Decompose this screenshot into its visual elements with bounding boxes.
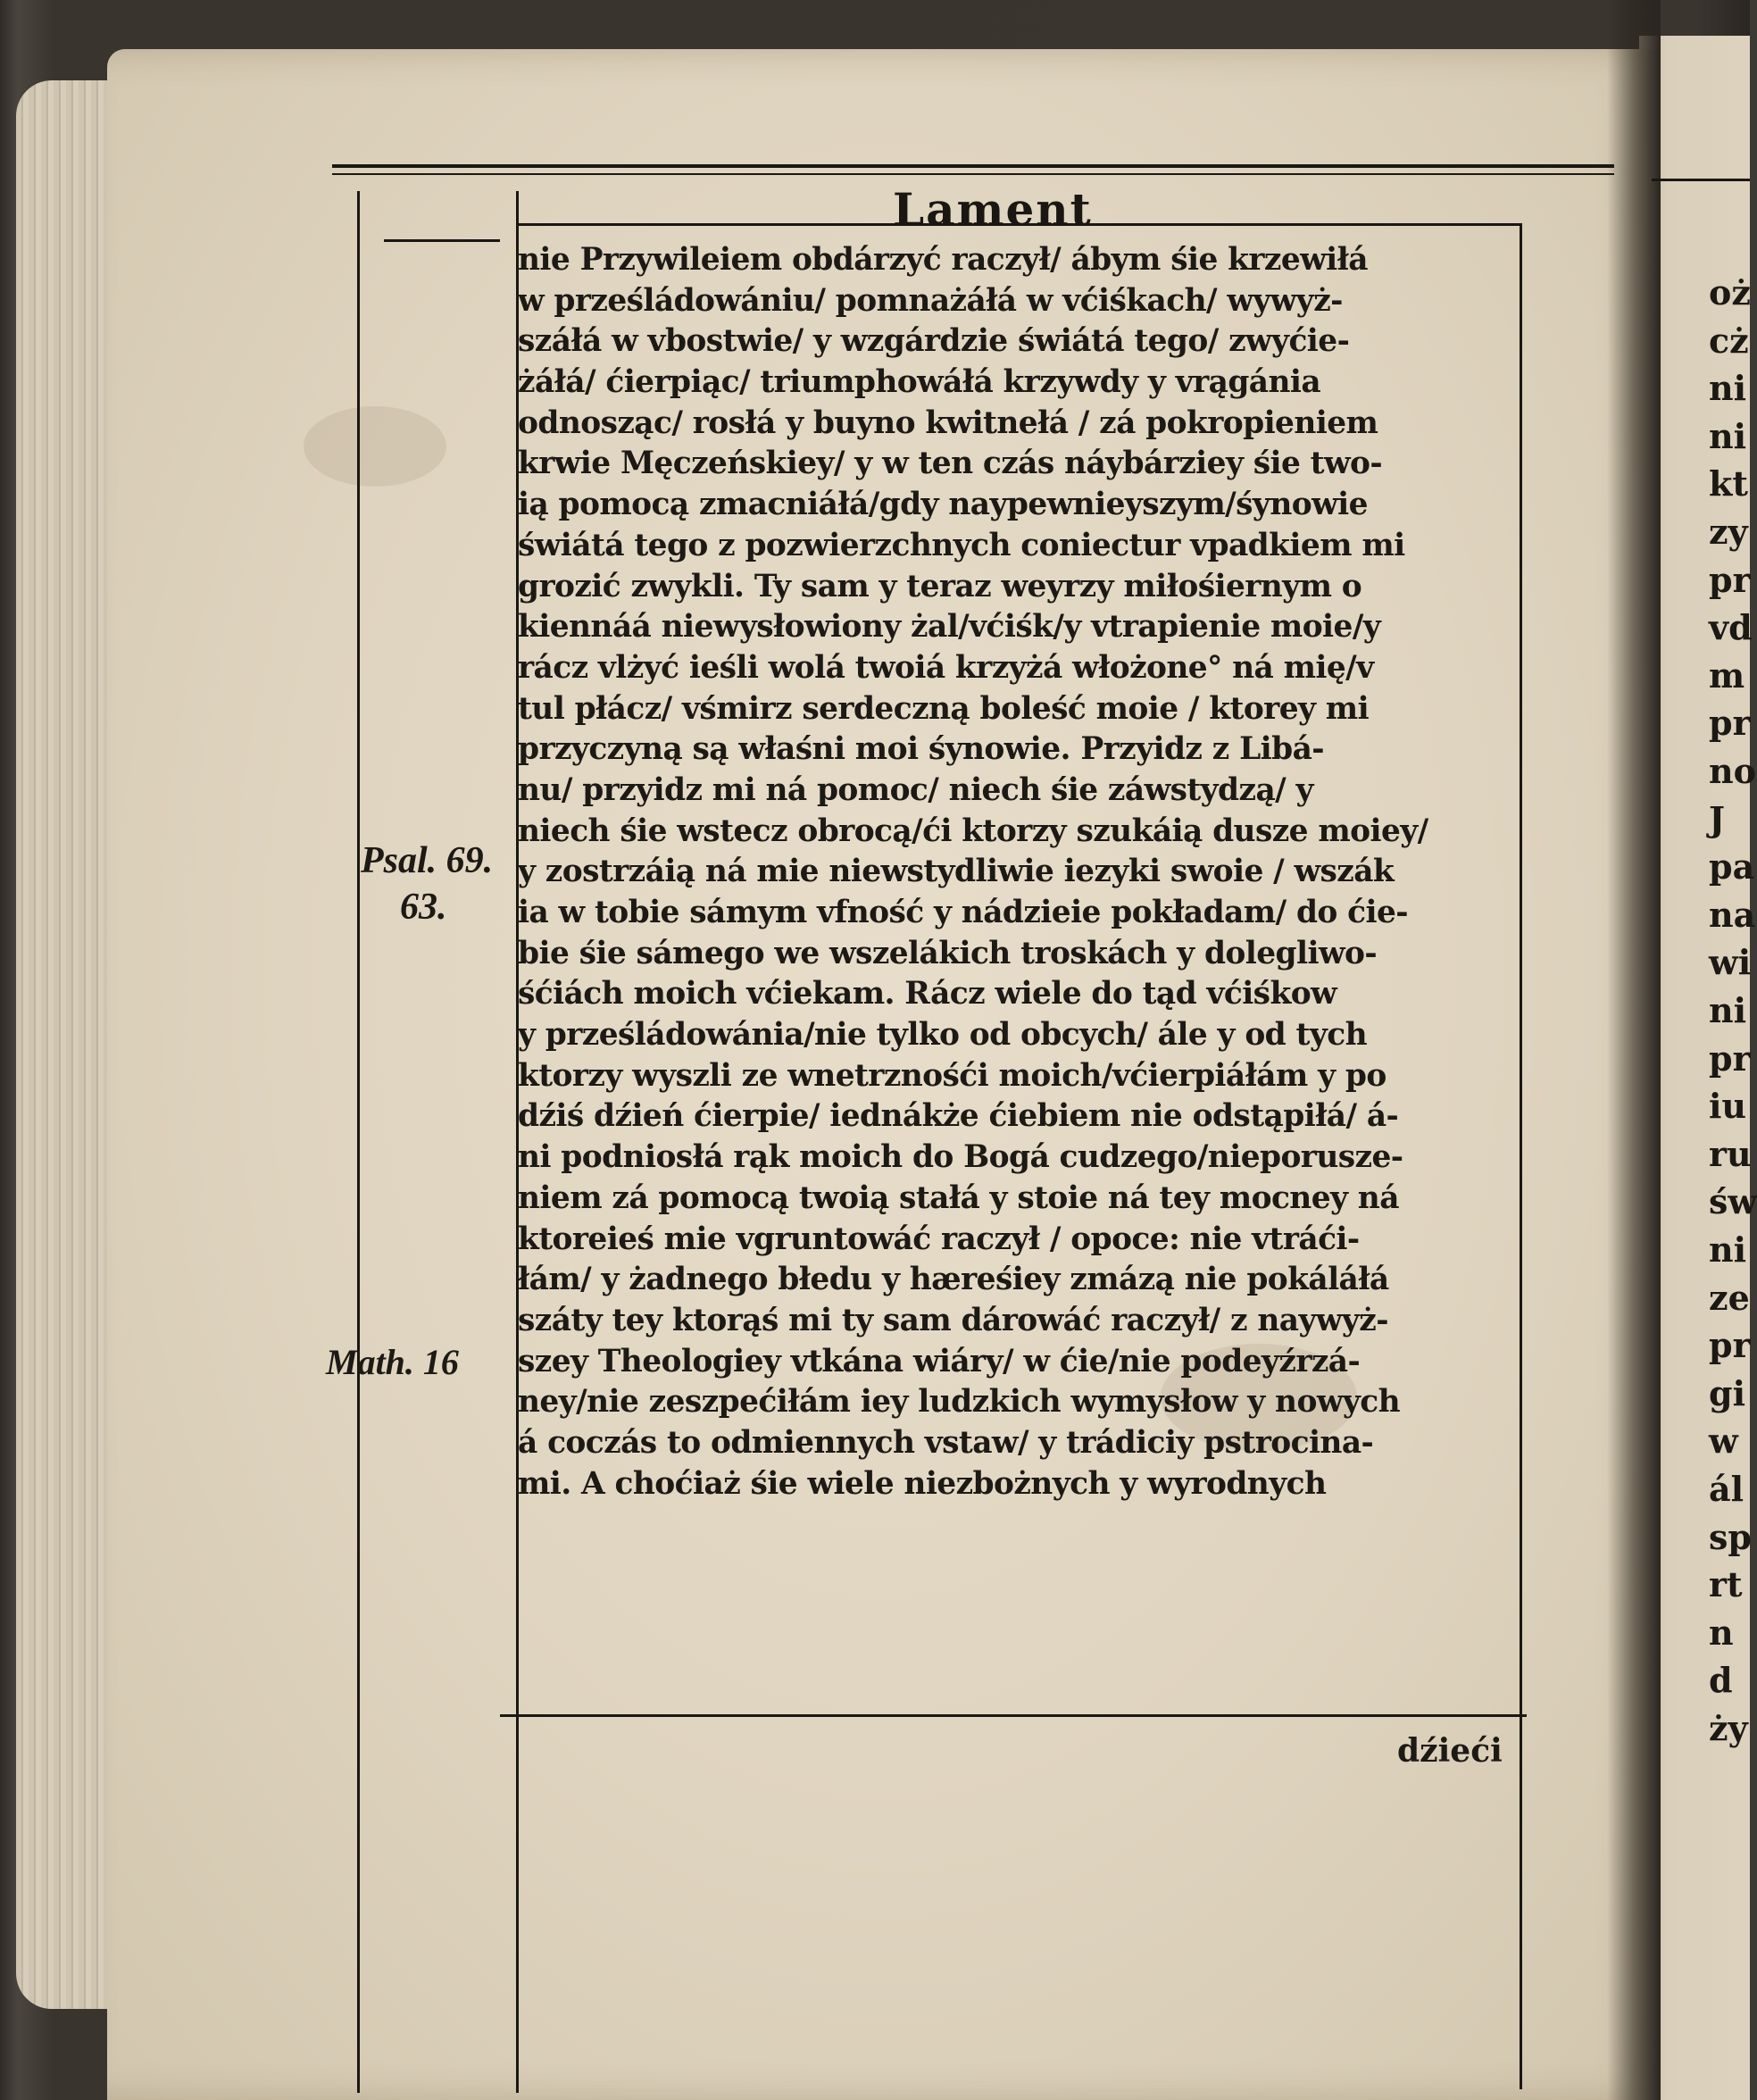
text-line: świátá tego z pozwierzchnych coniectur vpadkiem mi [518, 526, 1405, 563]
facing-page-fragment: gi [1709, 1372, 1746, 1413]
text-line: y prześládowánia/nie tylko od obcych/ ále y od tych [518, 1016, 1367, 1054]
facing-page-fragment: ze [1709, 1277, 1750, 1318]
gutter-shadow [1607, 0, 1661, 2100]
text-line: bie śie sámego we wszelákich troskách y dolegliwo- [518, 934, 1378, 971]
text-line: mi. A choćiaż śie wiele niezbożnych y wyrodnych [518, 1464, 1327, 1502]
text-line: niem zá pomocą twoią stałá y stoie ná tey mocney ná [518, 1179, 1399, 1216]
text-line: niech śie wstecz obrocą/ći ktorzy szukáią dusze moiey/ [518, 812, 1428, 849]
facing-page-fragment: m [1709, 654, 1745, 696]
facing-page-fragment: n [1709, 1612, 1734, 1653]
text-line: ia w tobie sámym vfność y nádzieie pokładam/ do ćie- [518, 894, 1408, 930]
facing-page-rule [1652, 179, 1750, 181]
facing-page-fragment: rt [1709, 1564, 1743, 1605]
facing-page-fragment: ni [1709, 1229, 1747, 1270]
text-line: á coczás to odmiennych vstaw/ y trádiciy pstrocina- [518, 1423, 1374, 1461]
text-line: nu/ przyidz mi ná pomoc/ niech śie záwstydzą/ y [518, 771, 1313, 808]
facing-page-fragment: w [1709, 1421, 1738, 1462]
facing-page-fragment: kt [1709, 463, 1748, 504]
text-line: tul płácz/ vśmirz serdeczną boleść moie / ktorey mi [518, 689, 1370, 727]
facing-page-fragment: ni [1709, 415, 1747, 456]
facing-page-fragment: no [1709, 751, 1756, 791]
marginal-note-matthew: Math. 16 [326, 1342, 459, 1382]
facing-page-fragment: pr [1709, 559, 1751, 600]
facing-page-fragment: d [1709, 1660, 1733, 1701]
stain [304, 406, 446, 487]
facing-page-fragment: na [1709, 894, 1756, 935]
facing-page-fragment: J [1709, 798, 1725, 839]
marginal-note-psalm: Psal. 69. [361, 840, 494, 881]
text-line: rácz vlżyć ieśli wolá twoiá krzyżá włożone° ná mię/v [518, 648, 1374, 686]
catchword: dźieći [1397, 1732, 1503, 1770]
facing-page-fragment: ży [1709, 1708, 1748, 1748]
text-line: y zostrzáią ná mie niewstydliwie iezyki swoie / wszák [518, 853, 1395, 890]
marginal-note-psalm-verse: 63. [400, 887, 447, 928]
text-line: dźiś dźień ćierpie/ iednákże ćiebiem nie odstąpiłá/ á- [518, 1097, 1399, 1135]
facing-page-fragment: sp [1709, 1516, 1752, 1557]
text-line: nie Przywileiem obdárzyć raczył/ ábym śie krzewiłá [518, 241, 1369, 278]
text-line: śćiách moich vćiekam. Rácz wiele do tąd vćiśkow [518, 975, 1337, 1012]
facing-page-fragment: vd [1709, 607, 1753, 648]
text-line: szey Theologiey vtkána wiáry/ w ćie/nie podeyźrzá- [518, 1342, 1361, 1379]
facing-page-fragment: pr [1709, 703, 1751, 744]
text-line: w prześládowániu/ pomnażáłá w vćiśkach/ wywyż- [518, 281, 1343, 319]
facing-page-fragment: pr [1709, 1325, 1751, 1366]
text-line: kiennáá niewysłowiony żal/vćiśk/y vtrapienie moie/y [518, 608, 1381, 646]
text-line: odnosząc/ rosłá y buyno kwitnełá / zá pokropieniem [518, 404, 1378, 441]
facing-page-fragment: ni [1709, 990, 1747, 1030]
text-rule-bottom [500, 1714, 1527, 1717]
header-rule-thin [332, 173, 1614, 175]
main-text [518, 239, 1553, 1504]
text-line: száty tey ktorąś mi ty sam dárowáć raczył/ z naywyż- [518, 1301, 1388, 1338]
facing-page-fragment: iu [1709, 1086, 1747, 1127]
facing-page-fragment: pa [1709, 846, 1755, 888]
facing-page-fragment: ni [1709, 368, 1747, 409]
text-line: łám/ y żadnego błedu y hæreśiey zmázą nie pokáláłá [518, 1261, 1389, 1298]
facing-page-fragment: zy [1709, 512, 1748, 552]
text-line: ktorzy wyszli ze wnetrznośći moich/vćierpiáłám y po [518, 1056, 1386, 1094]
text-line: ney/nie zeszpećiłám iey ludzkich wymysłow y nowych [518, 1383, 1401, 1421]
text-line: ktoreieś mie vgruntowáć raczył / opoce: nie vtráći- [518, 1220, 1360, 1257]
header-rule [332, 164, 1614, 168]
text-line: ni podniosłá rąk moich do Bogá cudzego/nieporusze- [518, 1138, 1403, 1176]
text-line: száłá w vbostwie/ y wzgárdzie świátá tego/ zwyćie- [518, 322, 1350, 360]
facing-page-fragment: pr [1709, 1038, 1751, 1079]
facing-page-fragment: oż [1709, 272, 1751, 312]
text-line: żáłá/ ćierpiąc/ triumphowáłá krzywdy y vrągánia [518, 363, 1321, 401]
text-line: ią pomocą zmacniáłá/gdy naypewnieyszym/śynowie [518, 486, 1368, 523]
facing-page-fragment: ál [1709, 1469, 1745, 1509]
facing-page-fragment: św [1709, 1181, 1757, 1222]
running-title: Lament [893, 183, 1093, 236]
facing-page-fragment: ru [1709, 1133, 1752, 1174]
text-line: krwie Męczeńskiey/ y w ten czás náybárziey śie two- [518, 445, 1383, 482]
text-line: grozić zwykli. Ty sam y teraz weyrzy miłośiernym o [518, 567, 1362, 604]
facing-page-fragment: wi [1709, 942, 1752, 983]
text-line: przyczyną są właśni moi śynowie. Przyidz z Libá- [518, 730, 1325, 768]
facing-page-fragment: cż [1709, 320, 1749, 361]
margin-rule-left [357, 191, 360, 2093]
margin-dash [384, 239, 500, 242]
